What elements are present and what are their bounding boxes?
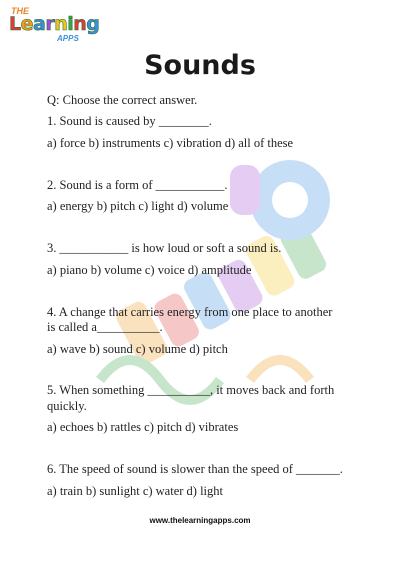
page-title: Sounds bbox=[144, 50, 256, 81]
question-1-options: a) force b) instruments c) vibration d) all of these bbox=[47, 136, 294, 150]
question-5-text-line-1: 5. When something __________, it moves back and forth bbox=[47, 383, 335, 397]
question-2-options: a) energy b) pitch c) light d) volume bbox=[47, 199, 229, 213]
question-6-text: 6. The speed of sound is slower than the speed of _______. bbox=[47, 462, 343, 476]
learning-apps-logo bbox=[7, 6, 100, 46]
question-4-text-line-2: is called a__________. bbox=[47, 320, 163, 334]
footer-website-url: www.thelearningapps.com bbox=[149, 516, 251, 525]
watermark-logo-graphic bbox=[60, 150, 390, 450]
instruction-text: Q: Choose the correct answer. bbox=[47, 93, 198, 107]
question-4-options: a) wave b) sound c) volume d) pitch bbox=[47, 342, 228, 356]
logo-main-text: Learning bbox=[9, 13, 100, 35]
logo-the-text: THE bbox=[11, 6, 29, 16]
logo-apps-text: APPS bbox=[57, 34, 79, 43]
question-5-options: a) echoes b) rattles c) pitch d) vibrates bbox=[47, 420, 239, 434]
question-3-options: a) piano b) volume c) voice d) amplitude bbox=[47, 263, 252, 277]
question-1-text: 1. Sound is caused by ________. bbox=[47, 114, 212, 128]
question-3-text: 3. ___________ is how loud or soft a sound is. bbox=[47, 241, 282, 255]
question-6-options: a) train b) sunlight c) water d) light bbox=[47, 484, 223, 498]
question-2-text: 2. Sound is a form of ___________. bbox=[47, 178, 228, 192]
question-4-text-line-1: 4. A change that carries energy from one place to another bbox=[47, 305, 333, 319]
question-5-text-line-2: quickly. bbox=[47, 399, 87, 413]
